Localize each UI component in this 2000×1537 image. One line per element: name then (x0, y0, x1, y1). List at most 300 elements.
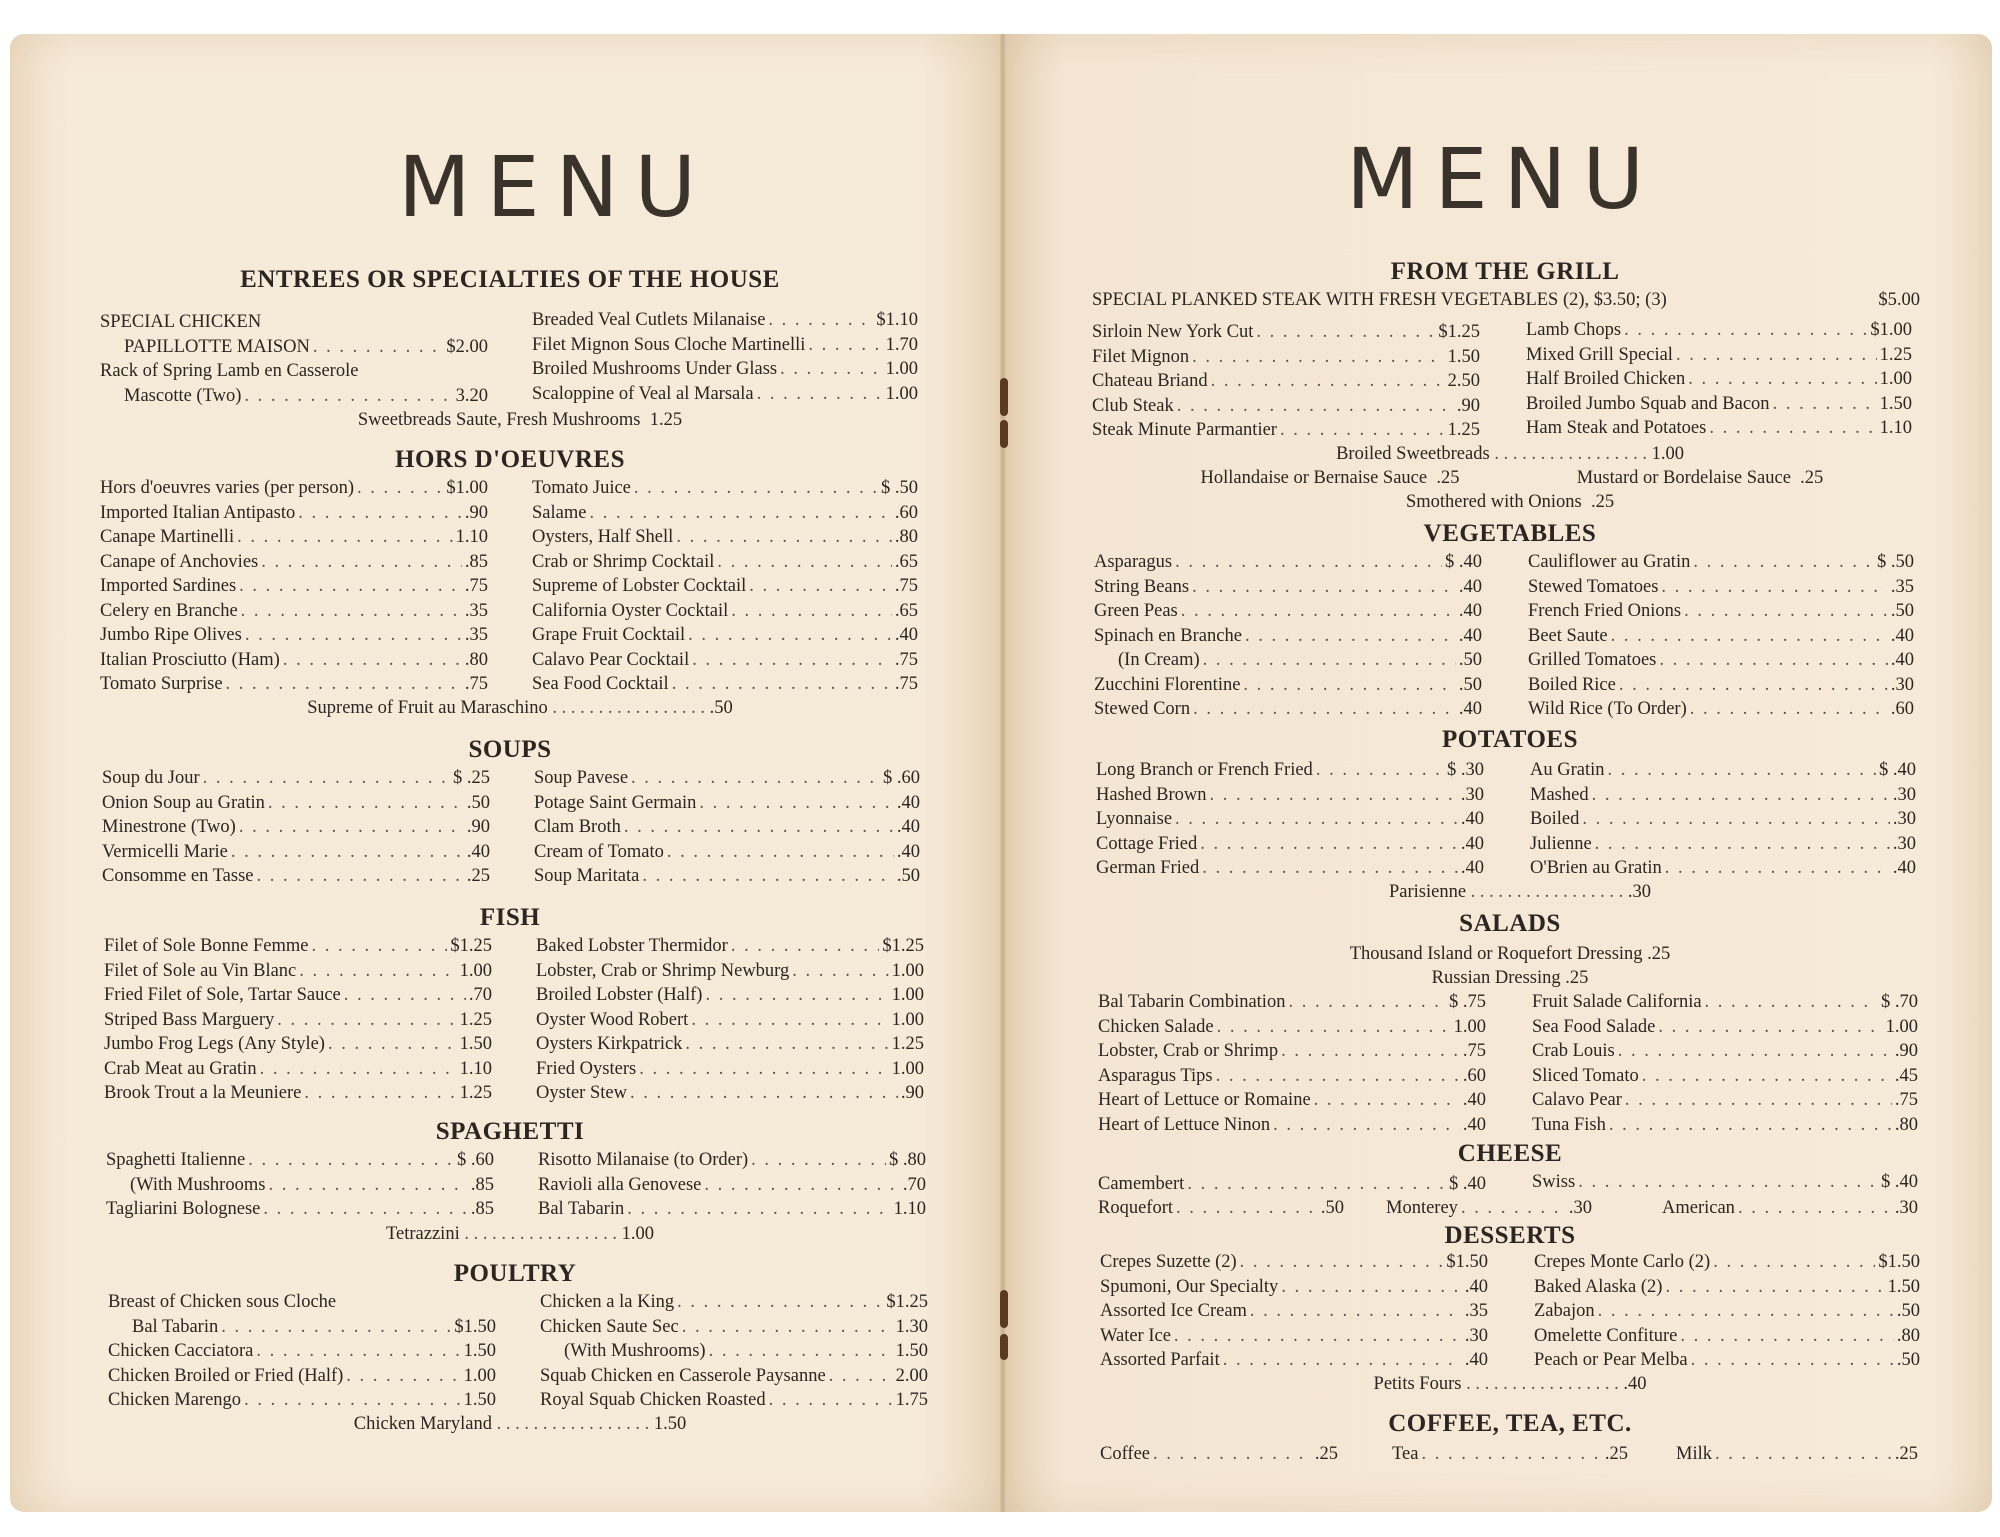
menu-item-name: Tomato Surprise (100, 674, 223, 694)
menu-item-name: Chicken Cacciatora (108, 1341, 254, 1361)
dot-leader (1624, 318, 1867, 343)
dot-leader (731, 934, 880, 959)
menu-item-name: Broiled Jumbo Squab and Bacon (1526, 393, 1770, 414)
menu-item-price: $1.25 (1438, 322, 1480, 342)
menu-item (1528, 697, 1914, 722)
menu-item-price: $ .40 (1879, 760, 1916, 780)
dot-leader (1625, 1088, 1892, 1113)
menu-item-price: $ .50 (1877, 552, 1914, 572)
menu-item-name: Heart of Lettuce or Romaine (1098, 1090, 1311, 1110)
fish-heading: FISH (479, 904, 541, 931)
menu-item (1532, 1015, 1918, 1040)
menu-item (1094, 697, 1482, 722)
menu-item (100, 384, 488, 409)
grill-sauce1: Hollandaise or Bernaise Sauce .25 (1200, 468, 1460, 488)
dot-leader (1243, 673, 1455, 698)
menu-item-name: Squab Chicken en Casserole Paysanne (540, 1365, 826, 1386)
menu-item-name: French Fried Onions (1528, 601, 1682, 621)
menu-item-price: 1.75 (895, 1390, 928, 1410)
menu-item-name: Risotto Milanaise (to Order) (538, 1150, 749, 1170)
menu-item-name: Sirloin New York Cut (1092, 322, 1254, 342)
dot-leader (1314, 1088, 1460, 1113)
menu-item-price: $1.50 (454, 1316, 496, 1337)
dot-leader (1192, 575, 1456, 600)
menu-item (1526, 367, 1912, 392)
dot-leader (241, 599, 462, 624)
dot-leader (677, 1290, 883, 1315)
hors-center-item: Supreme of Fruit au Maraschino . . . .50 (300, 696, 740, 721)
grill-col1 (1092, 320, 1480, 443)
menu-item-name: Steak Minute Parmantier (1092, 420, 1277, 440)
menu-item-name: Calavo Pear (1532, 1090, 1622, 1110)
menu-item-name: Peach or Pear Melba (1534, 1350, 1688, 1370)
desserts-col1 (1100, 1250, 1488, 1373)
salads-dressing1: Thousand Island or Roquefort Dressing .25 (1349, 944, 1671, 964)
menu-item (534, 766, 920, 791)
menu-item (1528, 624, 1914, 649)
menu-item-price: .60 (894, 502, 918, 523)
menu-item (540, 1315, 928, 1340)
menu-item (534, 864, 920, 889)
menu-item (1100, 1348, 1488, 1373)
menu-item-price: .75 (894, 674, 918, 694)
dot-leader (704, 1173, 900, 1198)
menu-item-price: 1.00 (1879, 369, 1912, 389)
dot-leader (1595, 832, 1890, 857)
dot-leader (1691, 1348, 1894, 1373)
menu-item-name: Crab Louis (1532, 1041, 1615, 1061)
menu-item (1528, 550, 1914, 575)
menu-item (536, 934, 924, 959)
dot-leader (1175, 807, 1458, 832)
salads-col1 (1098, 990, 1486, 1137)
menu-item-price: .65 (894, 600, 918, 621)
menu-item-name: Clam Broth (534, 817, 621, 837)
menu-item-price: .50 (466, 792, 490, 813)
dot-leader (1609, 1113, 1892, 1138)
menu-item-price: 1.00 (891, 960, 924, 981)
menu-item (1100, 1324, 1488, 1349)
menu-item (100, 574, 488, 599)
menu-item-name: Breaded Veal Cutlets Milanaise (532, 310, 766, 330)
menu-item-name: Celery en Branche (100, 600, 238, 621)
menu-item-name: Julienne (1530, 833, 1592, 854)
dot-leader (1281, 1039, 1460, 1064)
menu-item (100, 550, 488, 575)
menu-item-price: .40 (894, 625, 918, 645)
menu-item-name: Chicken Salade (1098, 1016, 1214, 1037)
menu-item-price: 1.25 (459, 1083, 492, 1103)
cheese-swiss: Swiss . . . $ .40 (1532, 1170, 1918, 1195)
binding-stitch (1000, 378, 1008, 416)
poultry-col1 (108, 1290, 496, 1413)
menu-item-price: .85 (470, 1174, 494, 1195)
dot-leader (749, 574, 892, 599)
menu-item (1096, 758, 1484, 783)
menu-item-name: Ham Steak and Potatoes (1526, 418, 1707, 438)
menu-item-name: Boiled Rice (1528, 674, 1616, 695)
menu-item-name: Ravioli alla Genovese (538, 1174, 702, 1195)
menu-item (1096, 807, 1484, 832)
binding-stitch (1000, 1290, 1008, 1328)
entrees-heading: ENTREES OR SPECIALTIES OF THE HOUSE (240, 266, 780, 293)
menu-item (1098, 1039, 1486, 1064)
menu-item-name: Zucchini Florentine (1094, 674, 1241, 695)
menu-item-name: Soup du Jour (102, 768, 200, 788)
menu-item-name: (With Mushrooms) (564, 1341, 706, 1361)
menu-item (540, 1290, 928, 1315)
menu-item (1530, 758, 1916, 783)
menu-item (104, 983, 492, 1008)
dot-leader (1175, 550, 1442, 575)
dot-leader (283, 648, 462, 673)
dot-leader (676, 525, 892, 550)
menu-item-price: $ .60 (883, 768, 920, 788)
menu-item (104, 959, 492, 984)
menu-item (100, 359, 488, 384)
menu-item-name: Spinach en Branche (1094, 625, 1242, 646)
menu-item (536, 1008, 924, 1033)
hors-col2 (532, 476, 918, 697)
soups-col2 (534, 766, 920, 889)
menu-item-price: .80 (1896, 1325, 1920, 1346)
menu-item (1100, 1299, 1488, 1324)
menu-item-name: Boiled (1530, 809, 1580, 829)
menu-item-price: $ .30 (1447, 760, 1484, 780)
dot-leader (268, 791, 464, 816)
dot-leader (685, 1032, 888, 1057)
menu-item-price: .40 (1462, 1090, 1486, 1110)
menu-item-name: Long Branch or French Fried (1096, 760, 1313, 780)
menu-item-name: California Oyster Cocktail (532, 600, 729, 621)
menu-item (536, 1081, 924, 1106)
menu-item-price: 1.00 (1453, 1016, 1486, 1037)
menu-item-price: $1.00 (446, 478, 488, 498)
menu-item-name: Omelette Confiture (1534, 1325, 1678, 1346)
menu-item-price: .75 (894, 649, 918, 670)
menu-item-name: Mixed Grill Special (1526, 344, 1673, 365)
dot-leader (624, 815, 894, 840)
dot-leader (344, 983, 466, 1008)
menu-item (534, 840, 920, 865)
dot-leader (231, 840, 464, 865)
menu-item-price: $1.00 (1870, 320, 1912, 340)
menu-item-name: Rack of Spring Lamb en Casserole (100, 361, 359, 381)
menu-item-name: Hashed Brown (1096, 784, 1207, 805)
menu-item-name: Cottage Fried (1096, 833, 1198, 854)
menu-item (1096, 783, 1484, 808)
dot-leader (244, 384, 452, 409)
dot-leader (731, 599, 892, 624)
menu-item (100, 476, 488, 501)
dot-leader (1693, 550, 1874, 575)
menu-item-price: .40 (1458, 625, 1482, 646)
menu-item-price: 1.25 (459, 1009, 492, 1030)
dot-leader (1592, 783, 1890, 808)
menu-item-name: Bal Tabarin (132, 1316, 219, 1337)
salads-dressing2: Russian Dressing .25 (1431, 968, 1589, 988)
menu-item-name: Spaghetti Italienne (106, 1150, 246, 1170)
menu-item (100, 310, 488, 335)
menu-item-price: .40 (1890, 625, 1914, 646)
spaghetti-center-item: Tetrazzini . . . 1.00 (300, 1222, 740, 1247)
menu-item-price: 1.50 (1447, 346, 1480, 367)
menu-item (534, 815, 920, 840)
menu-item-price: 1.10 (455, 527, 488, 547)
menu-item-name: Sea Food Salade (1532, 1016, 1656, 1037)
menu-item-price: .65 (894, 551, 918, 572)
dot-leader (237, 525, 453, 550)
menu-item-name: Bal Tabarin Combination (1098, 992, 1286, 1012)
menu-item-price: .40 (896, 817, 920, 837)
menu-item-price: .75 (464, 674, 488, 694)
menu-item (108, 1364, 496, 1389)
menu-item-price: $1.25 (450, 936, 492, 956)
menu-item-name: (With Mushrooms (130, 1174, 266, 1195)
menu-item-price: $ .60 (457, 1150, 494, 1170)
menu-item-name: Soup Pavese (534, 768, 629, 788)
dot-leader (328, 1032, 457, 1057)
desserts-heading: DESSERTS (1444, 1222, 1576, 1249)
dot-leader (1316, 758, 1444, 783)
menu-item (1092, 369, 1480, 394)
menu-item (100, 648, 488, 673)
menu-item-price: 1.50 (895, 1341, 928, 1361)
menu-item (532, 672, 918, 697)
menu-item-price: 1.25 (891, 1034, 924, 1054)
menu-item (1094, 624, 1482, 649)
menu-item (1530, 807, 1916, 832)
dot-leader (226, 672, 462, 697)
potatoes-col2 (1530, 758, 1916, 881)
dot-leader (1240, 1250, 1444, 1275)
menu-item-name: German Fried (1096, 858, 1200, 878)
dot-leader (1676, 343, 1877, 368)
menu-item-price: 1.50 (1879, 393, 1912, 414)
dot-leader (667, 840, 894, 865)
grill-center-item: Broiled Sweetbreads . . . 1.00 (1280, 442, 1740, 467)
menu-item-name: Stewed Tomatoes (1528, 576, 1659, 597)
menu-item-price: .50 (1458, 674, 1482, 695)
menu-item-name: Wild Rice (To Order) (1528, 699, 1687, 719)
menu-item-price: .40 (896, 792, 920, 813)
menu-item-price: .25 (466, 866, 490, 886)
dot-leader (1203, 648, 1456, 673)
menu-item (104, 1057, 492, 1082)
menu-item (1098, 1015, 1486, 1040)
soups-heading: SOUPS (468, 736, 552, 763)
dot-leader (1709, 416, 1876, 441)
menu-item-price: .30 (1464, 1325, 1488, 1346)
menu-item-price: .35 (464, 600, 488, 621)
menu-item-name: Club Steak (1092, 395, 1174, 416)
menu-item-name: Salame (532, 502, 587, 523)
menu-item-price: .90 (1456, 395, 1480, 416)
dot-leader (1688, 367, 1876, 392)
menu-item-name: Lyonnaise (1096, 809, 1173, 829)
menu-item-price: 1.50 (1887, 1276, 1920, 1297)
dot-leader (1713, 1250, 1875, 1275)
menu-item (1094, 648, 1482, 673)
menu-item-price: 2.00 (895, 1365, 928, 1386)
potatoes-col1 (1096, 758, 1484, 881)
dot-leader (1181, 599, 1456, 624)
menu-item (1534, 1348, 1920, 1373)
menu-item (1526, 318, 1912, 343)
menu-item (108, 1315, 496, 1340)
menu-item-price: $ .40 (1445, 552, 1482, 572)
menu-item-name: Beet Saute (1528, 625, 1608, 646)
menu-item-price: .40 (1460, 833, 1484, 854)
menu-item (1098, 1113, 1486, 1138)
dot-leader (631, 766, 880, 791)
menu-item (538, 1148, 926, 1173)
menu-item (106, 1197, 494, 1222)
menu-item (1094, 550, 1482, 575)
menu-item-price: .40 (1464, 1350, 1488, 1370)
dot-leader (257, 864, 464, 889)
menu-item-name: Imported Sardines (100, 576, 237, 596)
menu-item-price: $ .70 (1881, 992, 1918, 1012)
menu-item (102, 840, 490, 865)
dot-leader (203, 766, 450, 791)
menu-item-name: Chicken a la King (540, 1292, 675, 1312)
salads-col2 (1532, 990, 1918, 1137)
menu-item-price: 1.00 (885, 359, 918, 379)
menu-item (538, 1197, 926, 1222)
menu-item (1100, 1250, 1488, 1275)
menu-item-price: .80 (464, 649, 488, 670)
dot-leader (1216, 1064, 1460, 1089)
dot-leader (672, 672, 892, 697)
menu-item-price: .40 (1890, 650, 1914, 670)
menu-item (1534, 1324, 1920, 1349)
dot-leader (268, 1173, 467, 1198)
menu-item-price: .60 (1890, 699, 1914, 719)
vegetables-col1 (1094, 550, 1482, 722)
dot-leader (1642, 1064, 1892, 1089)
dot-leader (808, 333, 882, 358)
menu-item (538, 1173, 926, 1198)
dot-leader (313, 335, 444, 360)
menu-item-name: Au Gratin (1530, 760, 1605, 780)
menu-item (532, 550, 918, 575)
menu-item (1096, 856, 1484, 881)
dot-leader (589, 501, 891, 526)
menu-item-price: 1.00 (891, 985, 924, 1005)
menu-item-price: .75 (1894, 1090, 1918, 1110)
poultry-heading: POULTRY (453, 1260, 577, 1287)
menu-item (108, 1290, 496, 1315)
dot-leader (688, 623, 892, 648)
menu-item (1094, 599, 1482, 624)
menu-item-name: Tomato Juice (532, 478, 631, 498)
menu-item-name: Cauliflower au Gratin (1528, 552, 1691, 572)
menu-item (100, 335, 488, 360)
menu-item-price: .30 (1890, 674, 1914, 695)
menu-item-price: 1.70 (885, 334, 918, 355)
menu-item-price: $1.25 (882, 936, 924, 956)
dot-leader (256, 1339, 460, 1364)
menu-item-price: .35 (464, 625, 488, 645)
vegetables-heading: VEGETABLES (1423, 520, 1597, 547)
menu-item-name: Assorted Parfait (1100, 1350, 1220, 1370)
menu-item-name: Bal Tabarin (538, 1199, 625, 1219)
menu-item (536, 983, 924, 1008)
dot-leader (221, 1315, 451, 1340)
menu-item-name: Crab Meat au Gratin (104, 1058, 257, 1079)
menu-item (532, 333, 918, 358)
menu-item-price: .40 (1458, 699, 1482, 719)
menu-item-name: Brook Trout a la Meuniere (104, 1083, 302, 1103)
menu-item-name: Baked Lobster Thermidor (536, 936, 728, 956)
menu-item (532, 308, 918, 333)
menu-item-price: .40 (1460, 858, 1484, 878)
menu-item (532, 382, 918, 407)
dot-leader (1661, 575, 1887, 600)
menu-item-name: Vermicelli Marie (102, 841, 228, 862)
menu-item (106, 1173, 494, 1198)
menu-item-name: Crab or Shrimp Cocktail (532, 551, 715, 572)
menu-item (532, 623, 918, 648)
menu-item (1098, 990, 1486, 1015)
binding-stitch (1000, 1334, 1008, 1360)
dot-leader (1250, 1299, 1462, 1324)
menu-item (532, 525, 918, 550)
menu-item-price: .50 (1896, 1350, 1920, 1370)
menu-item (1096, 832, 1484, 857)
menu-item-name: Asparagus Tips (1098, 1065, 1213, 1086)
menu-item (1532, 1039, 1918, 1064)
menu-item-price: .90 (464, 502, 488, 523)
menu-item (1526, 392, 1912, 417)
menu-item-name: Imported Italian Antipasto (100, 502, 296, 523)
menu-item-price: .45 (1894, 1065, 1918, 1086)
menu-item-price: .30 (1460, 784, 1484, 805)
milk-item: Milk . . . .25 (1676, 1442, 1918, 1467)
menu-item-price: .80 (1894, 1114, 1918, 1135)
menu-item-price: 1.25 (1447, 420, 1480, 440)
menu-item (1100, 1275, 1488, 1300)
dot-leader (1658, 1015, 1882, 1040)
menu-item-name: Filet Mignon (1092, 346, 1190, 367)
dot-leader (757, 382, 883, 407)
menu-item (102, 864, 490, 889)
menu-item-price: .80 (894, 527, 918, 547)
binding-stitch (1000, 420, 1008, 448)
dot-leader (277, 1008, 456, 1033)
menu-item-name: Lamb Chops (1526, 320, 1622, 340)
menu-item-price: 1.00 (885, 383, 918, 404)
menu-item-price: 1.50 (459, 1034, 492, 1054)
menu-item-price: .90 (466, 817, 490, 837)
dot-leader (1705, 990, 1878, 1015)
menu-item-price: .40 (1460, 809, 1484, 829)
grill-col2 (1526, 318, 1912, 441)
entrees-col2 (532, 308, 918, 406)
menu-item-name: Filet Mignon Sous Cloche Martinelli (532, 334, 806, 355)
dot-leader (692, 648, 892, 673)
menu-item (1528, 648, 1914, 673)
menu-item (1534, 1250, 1920, 1275)
menu-item-price: 2.50 (1447, 371, 1480, 391)
menu-item (1526, 416, 1912, 441)
dot-leader (1256, 320, 1435, 345)
menu-item-name: Half Broiled Chicken (1526, 369, 1686, 389)
menu-item-name: Scaloppine of Veal al Marsala (532, 383, 754, 404)
menu-item-name: Tuna Fish (1532, 1114, 1606, 1135)
dot-leader (639, 1057, 888, 1082)
